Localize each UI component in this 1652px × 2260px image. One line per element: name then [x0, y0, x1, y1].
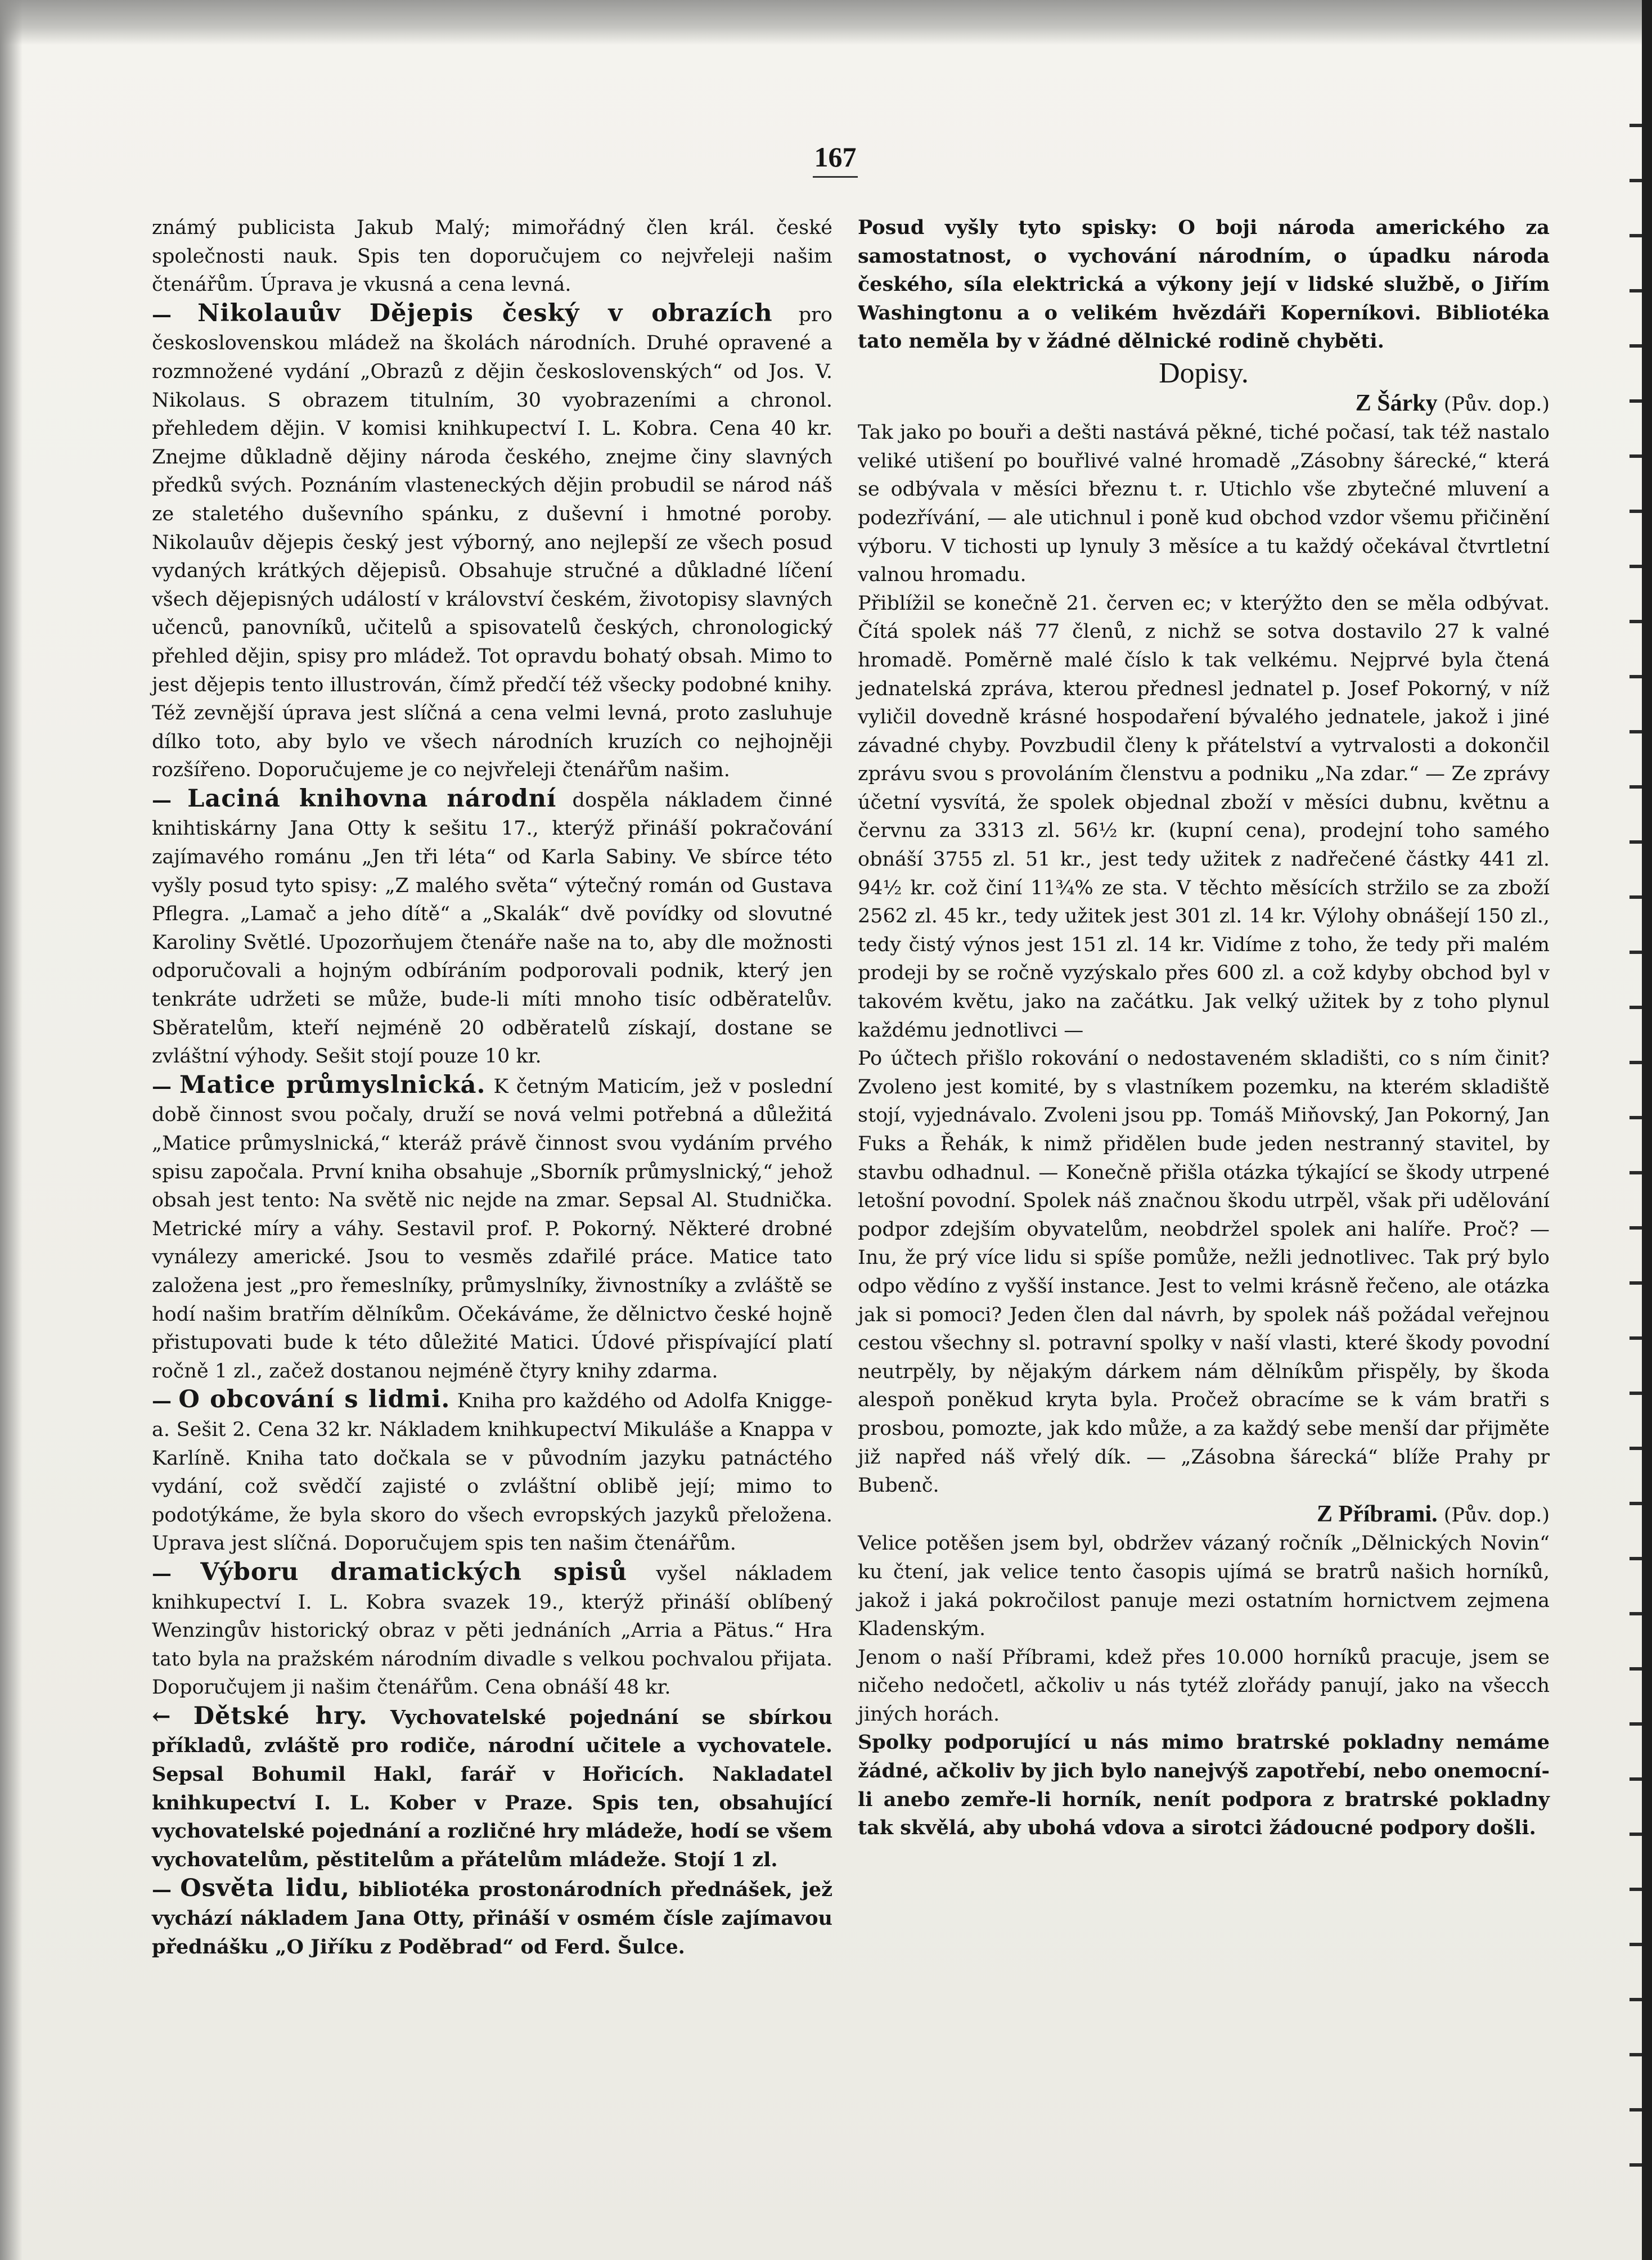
letter-paragraph: Tak jako po bouři a dešti nastává pěkné, tiché počasí, tak též nastalo veliké utišení po bouřlivé valné hromadě „Zásobny šárecké,“ která se odbývala v měsíci březnu t. r. Utichlo vše zbytečné mluvení a podezřívání, — ale utichnul i poně kud obchod vzdor všemu přičinění výboru. V tichosti up lynuly 3 měsíce a tu každý očekával čtvrtletní valnou hromadu. [858, 421, 1550, 587]
entry-text: K četným Maticím, jež v poslední době činnost svou počaly, druží se nová velmi potřebná a důležitá „Matice průmyslnická,“ kteráž právě činnost svou vydáním prvého spisu započala. První kniha obsahuje „Sborník průmyslnický,“ jehož obsah jest tento: Na světě nic nejde na zmar. Sepsal Al. Studnička. Metrické míry a váhy. Sestavil prof. P. Pokorný. Některé drobné vynálezy americké. Jsou to vesměs zdařilé práce. Matice tato založena jest „pro řemeslníky, průmyslníky, živnostníky a zvláště se hodí našim bratřím dělníkům. Očekáváme, že dělnictvo české hojně přistupovati bude k této důležité Matici. Údové přispívající platí ročně 1 zl., začež dostanou nejméně čtyry knihy zdarma. [152, 1075, 832, 1383]
entry-title: Osvěta lidu, [180, 1874, 350, 1903]
entry-title: O obcování s lidmi. [178, 1385, 451, 1414]
entry-prefix: — [152, 1074, 172, 1098]
entry-title: Výboru dramatických spisů [200, 1557, 628, 1586]
letter-source: (Pův. dop.) [1443, 393, 1550, 416]
entry-text: bibliotéka prostonárodních přednášek, jež vychází nákladem Jana Otty, přináší v osmém čísle zajímavou přednášku „O Jiříku z Poděbrad“ od Ferd. Šulce. [152, 1878, 832, 1959]
entry-title: Dětské hry. [193, 1701, 368, 1730]
letter-paragraph: Jenom o naší Příbrami, kdež přes 10.000 horníků pracuje, jsem se ničeho nedočetl, ačkoliv u nás tytéž zlořády panují, jako na všecch jiných horách. [858, 1646, 1550, 1726]
letter-place: Z Příbrami. [1316, 1501, 1438, 1527]
right-intro: Posud vyšly tyto spisky: O boji národa amerického za samostatnost, o vychování národním, o úpadku národa českého, síla elektrická a výkony její v lidské službě, o Jiřím Washingtonu a o velikém hvězdáři Koperníkovi. Bibliotéka tato neměla by v žádné dělnické rodině chyběti. [858, 216, 1550, 353]
letter-paragraph: Velice potěšen jsem byl, obdržev vázaný ročník „Dělnických Novin“ ku čtení, jak velice tento časopis ujímá se bratrů našich horníků, jakož i jaká pokročilost panuje mezi ostatním hornictvem zejmena Kladenským. [858, 1532, 1550, 1641]
entry-knihovna [152, 785, 832, 1071]
left-intro: známý publicista Jakub Malý; mimořádný člen král. české společnosti nauk. Spis ten doporučujem co nejvřeleji našim čtenářům. Úprava je vkusná a cena levná. [152, 217, 832, 296]
entry-prefix: — [152, 303, 172, 326]
letter-paragraph: Po účtech přišlo rokování o nedostaveném skladišti, co s ním činit? Zvoleno jest komité, by s vlastníkem pozemku, na kterém skladiště stojí, vyjednávalo. Zvoleni jsou pp. Tomáš Miňovský, Jan Pokorný, Jan Fuks a Řehák, k nimž přidělen bude jeden nestranný stavitel, by stavbu odhadnul. — Konečně přišla otázka týkající se škody utrpené letošní povodní. Spolek náš značnou škodu utrpěl, však při udělování podpor zdejším obyvatelům, neobdržel spolek ani halíře. Proč? — Inu, že prý více lidu si spíše pomůže, nežli jednotlivec. Tak prý bylo odpo vědíno z vyšší instance. Jest to velmi krásně řečeno, ale otázka jak si pomoci? Jeden člen dal návrh, by spolek náš požádal veřejnou cestou všechny sl. potravní spolky v naší vlasti, které škody povodní neutrpěly, by nějakým dárkem nám dělníkům přispěly, by škoda alespoň poněkud kryta byla. Pročež obracíme se k vám bratři s prosbou, pomozte, jak kdo může, a za každý sebe menší dar přijměte již napřed náš vřelý dík. — „Zásobna šárecká“ blíže Prahy pr Bubenč. [858, 1047, 1550, 1497]
scan-shadow-top [0, 0, 1652, 45]
scan-shadow-left [0, 0, 22, 2260]
page-number-rule [813, 176, 858, 178]
entry-vybor [152, 1558, 832, 1702]
letter-heading-pribram [858, 1500, 1550, 1530]
letter-place: Z Šárky [1355, 390, 1438, 416]
entry-text: Vychovatelské pojednání se sbírkou příkladů, zvláště pro rodiče, národní učitele a vychovatele. Sepsal Bohumil Hakl, farář v Hořicích. Nakladatel knihkupectví I. L. Kober v Praze. Spis ten, obsahující vychovatelské pojednání a rozličné hry mládeže, hodí se všem vychovatelům, pěstitelům a přátelům mládeže. Stojí 1 zl. [152, 1705, 832, 1871]
entry-prefix: — [152, 1561, 172, 1585]
letter-heading-sarka [858, 389, 1550, 419]
entry-prefix: — [152, 788, 172, 812]
right-column [858, 214, 1550, 1843]
letter-source: (Pův. dop.) [1443, 1503, 1550, 1527]
entry-text: dospěla nákladem činné knihtiskárny Jana Otty k sešitu 17., kterýž přináší pokračování zajímavého románu „Jen tři léta“ od Karla Sabiny. Ve sbírce této vyšly posud tyto spisy: „Z malého světa“ výtečný román od Gustava Pflegra. „Lamač a jeho dítě“ a „Skalák“ dvě povídky od slovutné Karoliny Světlé. Upozorňujem čtenáře naše na to, aby dle možnosti odporučovali a hojným odbíráním podporovali podnik, který jen tenkráte udržeti se může, bude-li míti mnoho tisíc odběratelův. Sběratelům, kteří nejméně 20 odběratelů získají, dostane se zvláštní výhody. Sešit stojí pouze 10 kr. [152, 789, 832, 1068]
section-heading-dopisy: Dopisy. [1159, 357, 1249, 389]
entry-text: Kniha pro každého od Adolfa Knigge-a. Sešit 2. Cena 32 kr. Nákladem knihkupectví Mikuláše a Knappa v Karlíně. Kniha tato dočkala se v původním jazyku patnáctého vydání, což svědčí zajisté o zvláštní oblibě její; mimo to podotýkáme, že byla skoro do všech evropských jazyků přeložena. Uprava jest slíčná. Doporučujem spis ten našim čtenářům. [152, 1390, 832, 1555]
pointing-arrow-icon: ← [152, 1703, 171, 1730]
letter-paragraph: Přiblížil se konečně 21. červen ec; v kterýžto den se měla odbývat. Čítá spolek náš 77 členů, z nichž se sotva dostavilo 27 k valné hromadě. Poměrně malé číslo k tak velkému. Nejprvé byla čtená jednatelská zpráva, kterou přednesl jednatel p. Josef Pokorný, v níž vyličil dovedně krásné hospodaření bývalého jednatele, jakož i jiné závadné chyby. Povzbudil členy k přátelství a vytrvalosti a dokončil zprávu svou s provoláním členstvu a podniku „Na zdar.“ — Ze zprávy účetní vysvítá, že spolek objednal zboží v měsíci dubnu, květnu a červnu za 3313 zl. 56½ kr. (kupní cena), prodejní toho samého obnáší 3755 zl. 51 kr., jest tedy užitek z nadřečené částky 441 zl. 94½ kr. což činí 11¾% ze sta. V těchto měsících stržilo se za zboží 2562 zl. 45 kr., tedy užitek jest 301 zl. 14 kr. Výlohy obnášejí 150 zl., tedy čistý výnos jest 151 zl. 14 kr. Vidíme z toho, že tedy při malém prodeji by se ročně vyzýskalo přes 600 zl. a což kdyby obchod byl v takovém květu, jako na začátku. Jak velký užitek by z toho plynul každému jednotlivci — [858, 592, 1550, 1042]
entry-nikolaus [152, 299, 832, 785]
entry-prefix: — [152, 1878, 172, 1902]
entry-text: pro československou mládež na školách národních. Druhé opravené a rozmnožené vydání „Obrazů z dějin československých“ od Jos. V. Nikolaus. S obrazem titulním, 30 vyobrazeními a chronol. přehledem dějin. V komisi knihkupectví I. L. Kobra. Cena 40 kr. Znejme důkladně dějiny národa českého, znejme činy slavných předků svých. Poznáním vlasteneckých dějin probudil se národ náš ze staletého duševního spánku, z duševní i hmotné poroby. Nikolauův dějepis český jest výborný, ano nejlepší ze všech posud vydaných krátkých dějepisů. Obsahuje stručné a důkladné líčení všech dějepisných událostí v království českém, životopisy slavných učenců, panovníků, učitelů a spisovatelů českých, chronologický přehled dějin, spisy pro mládež. Tot opravdu bohatý obsah. Mimo to jest dějepis tento illustrován, čímž předčí též všecky podobné knihy. Též zevnější úprava jest slíčná a cena velmi levná, proto zasluhuje dílko toto, aby bylo ve všech národních kruzích co nejhojněji rozšířeno. Doporučujeme je co nejvřeleji čtenářům našim. [152, 303, 832, 782]
entry-obcovani [152, 1385, 832, 1558]
entry-matice [152, 1071, 832, 1386]
entry-text: vyšel nákladem knihkupectví I. L. Kobra svazek 19., kterýž přináší oblíbený Wenzingův historický obraz v pěti jednáních „Arria a Pätus.“ Hra tato byla na pražském národním divadle s velkou pochvalou přijata. Doporučujem ji našim čtenářům. Cena obnáší 48 kr. [152, 1562, 832, 1699]
entry-title: Nikolauův Dějepis český v obrazích [197, 299, 773, 327]
entry-osveta [152, 1874, 832, 1961]
entry-title: Laciná knihovna národní [187, 784, 557, 813]
entry-prefix: — [152, 1389, 172, 1413]
left-column [152, 214, 832, 1961]
entry-title: Matice průmyslnická. [179, 1070, 486, 1099]
binding-marks [1630, 124, 1642, 2205]
page-number: 167 [814, 141, 857, 173]
letter-paragraph: Spolky podporující u nás mimo bratrské pokladny nemáme žádné, ačkoliv by jich bylo nanejvýš zapotřebí, nebo onemocní-li anebo zemře-li horník, nenít podpora z bratrské pokladny tak skvělá, aby ubohá vdova a sirotci žádoucné podpory došli. [858, 1731, 1550, 1840]
entry-detske-hry [152, 1702, 832, 1875]
page-edge-right [1642, 0, 1652, 2260]
